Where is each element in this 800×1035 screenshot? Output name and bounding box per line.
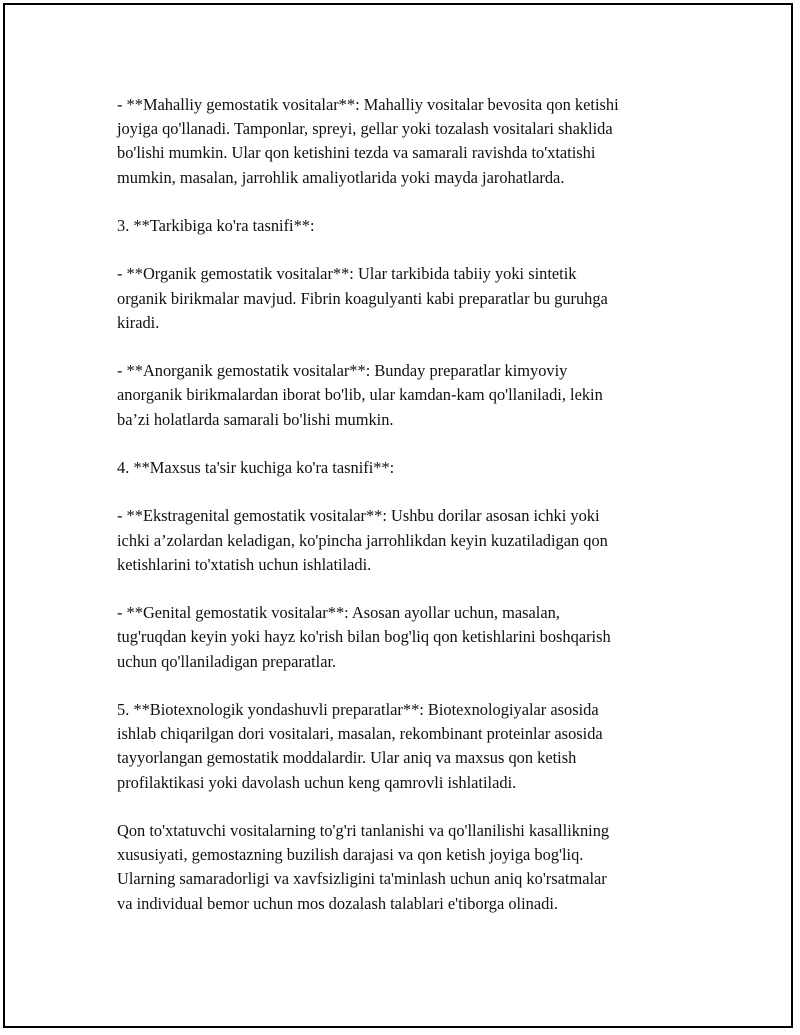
document-body xyxy=(117,93,707,940)
paragraph-biotech-preparations: 5. **Biotexnologik yondashuvli preparatlar**: Biotexnologiyalar asosida ishlab chiqarilgan dori vositalari, masalan, rekombinant proteinlar asosida tayyorlangan gemostatik moddalardir. Ular aniq va maxsus qon ketish profilaktikasi yoki davolash uchun keng qamrovli ishlatiladi. xyxy=(117,699,603,792)
paragraph-inorganic-hemostatics: - **Anorganik gemostatik vositalar**: Bunday preparatlar kimyoviy anorganik birikmalardan iborat bo'lib, ular kamdan-kam qo'llaniladi, lekin ba’zi holatlarda samarali bo'lishi mumkin. xyxy=(117,361,603,429)
paragraph-organic-hemostatics: - **Organik gemostatik vositalar**: Ular tarkibida tabiiy yoki sintetik organik birikmalar mavjud. Fibrin koagulyanti kabi preparatlar bu guruhga kiradi. xyxy=(117,264,608,332)
paragraph-genital-hemostatics: - **Genital gemostatik vositalar**: Asosan ayollar uchun, masalan, tug'ruqdan keyin yoki hayz ko'rish bilan bog'liq qon ketishlarini boshqarish uchun qo'llaniladigan preparatlar. xyxy=(117,603,611,671)
heading-special-action-classification: 4. **Maxsus ta'sir kuchiga ko'ra tasnifi**: xyxy=(117,457,395,477)
paragraph-extragenital-hemostatics: - **Ekstragenital gemostatik vositalar**: Ushbu dorilar asosan ichki yoki ichki a’zolardan keladigan, ko'pincha jarrohlikdan keyin kuzatiladigan qon ketishlarini to'xtatish uchun ishlatiladi. xyxy=(117,506,608,574)
paragraph-local-hemostatics: - **Mahalliy gemostatik vositalar**: Mahalliy vositalar bevosita qon ketishi joyiga qo'llanadi. Tamponlar, spreyi, gellar yoki tozalash vositalari shaklida bo'lishi mumkin. Ular qon ketishini tezda va samarali ravishda to'xtatishi mumkin, masalan, jarrohlik amaliyotlarida yoki mayda jarohatlarda. xyxy=(117,95,619,187)
heading-composition-classification: 3. **Tarkibiga ko'ra tasnifi**: xyxy=(117,216,315,235)
paragraph-conclusion: Qon to'xtatuvchi vositalarning to'g'ri tanlanishi va qo'llanilishi kasallikning xususiyati, gemostazning buzilish darajasi va qon ketish joyiga bog'liq. Ularning samaradorligi va xavfsizligini ta'minlash uchun aniq ko'rsatmalar va individual bemor uchun mos dozalash talablari e'tiborga olinadi. xyxy=(117,820,610,913)
